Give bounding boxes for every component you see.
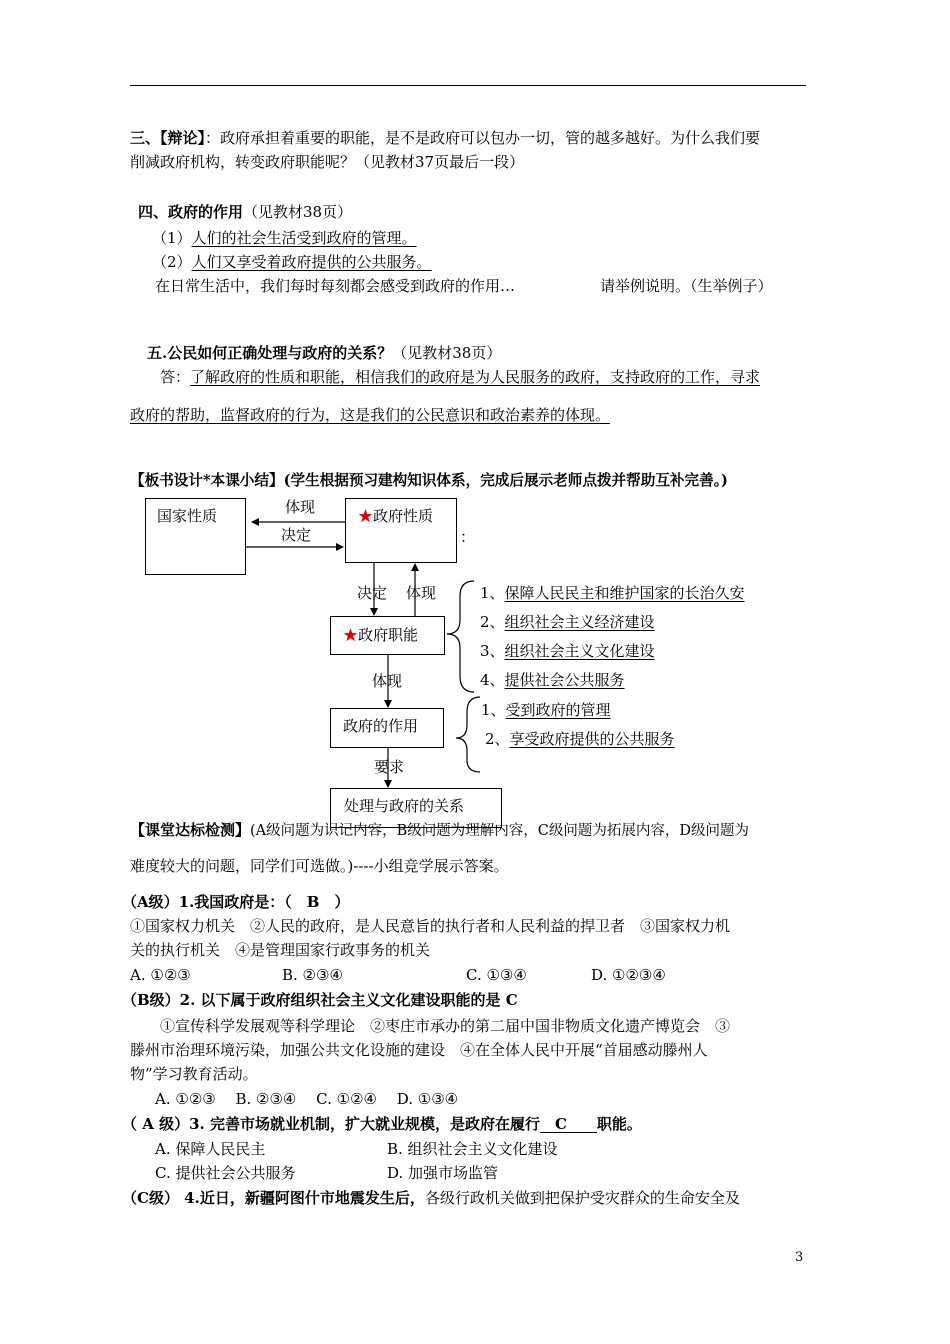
q2-line1: ①宣传科学发展观等科学理论 ②枣庄市承办的第二届中国非物质文化遗产博览会 ③	[160, 1017, 731, 1035]
section5-ans-label: 答：	[160, 368, 191, 386]
role-item-1	[481, 703, 611, 718]
box-gov-role	[330, 708, 444, 748]
section3-line2: 削减政府机构，转变政府职能呢？（见教材37页最后一段）	[130, 153, 525, 171]
star-icon: ★	[343, 626, 359, 644]
section4-item1-text: 人们的社会生活受到政府的管理。	[191, 229, 417, 247]
box-relation-label: 处理与政府的关系	[344, 797, 465, 815]
box-nature-state-label: 国家性质	[157, 507, 218, 525]
arrow-label-jueding-down: 决定	[357, 584, 388, 602]
role-item-2-num: 2、	[485, 730, 510, 748]
function-item-4-text: 提供社会公共服务	[504, 671, 625, 689]
q3-stem-a: （ A 级）3. 完善市场就业机制，扩大就业规模，是政府在履行	[122, 1115, 540, 1133]
function-item-2	[480, 615, 655, 630]
star-icon: ★	[358, 507, 374, 525]
section5-title: 五.公民如何正确处理与政府的关系？	[147, 344, 393, 362]
q1-line2: 关的执行机关 ④是管理国家行政事务的机关	[130, 941, 431, 959]
function-item-1-num: 1、	[480, 584, 505, 602]
box-gov-nature	[345, 498, 457, 563]
q2-stem: （B级）2. 以下属于政府组织社会主义文化建设职能的是 C	[122, 991, 518, 1009]
function-item-2-text: 组织社会主义经济建设	[504, 613, 655, 631]
box-gov-nature-label	[358, 509, 433, 524]
box-gov-nature-text: 政府性质	[373, 507, 434, 525]
arrow-label-tixian-down: 体现	[372, 672, 403, 690]
function-item-4-num: 4、	[480, 671, 505, 689]
section4-note-b: 请举例说明。（生举例子）	[600, 277, 773, 295]
section4-title: 四、政府的作用	[138, 203, 244, 221]
function-item-1-text: 保障人民民主和维护国家的长治久安	[504, 584, 745, 602]
q1-option-c: C. ①③④	[466, 966, 527, 984]
q3-blank: C	[539, 1115, 597, 1133]
section5-ans-text1: 了解政府的性质和职能，相信我们的政府是为人民服务的政府，支持政府的工作，寻求	[190, 368, 761, 386]
arrow-label-tixian-up: 体现	[406, 584, 437, 602]
section3-label: 三、【辩论】	[130, 129, 206, 147]
test-heading-line2: 难度较大的问题，同学们可选做。)----小组竞学展示答案。	[130, 857, 509, 875]
q3-option-c: C. 提供社会公共服务	[155, 1164, 296, 1182]
box-relation	[330, 788, 502, 828]
board-title: 【板书设计*本课小结】(学生根据预习建构知识体系，完成后展示老师点拨并帮助互补完善。)	[130, 472, 728, 489]
section5-ref: （见教材38页）	[392, 344, 502, 362]
role-item-2-text: 享受政府提供的公共服务	[509, 730, 675, 748]
role-item-2	[485, 732, 675, 747]
section4-ref: （见教材38页）	[243, 203, 353, 221]
role-item-1-text: 受到政府的管理	[505, 701, 611, 719]
function-item-2-num: 2、	[480, 613, 505, 631]
q3-option-d: D. 加强市场监管	[387, 1164, 499, 1182]
test-title: 【课堂达标检测】	[130, 821, 251, 839]
role-item-1-num: 1、	[481, 701, 506, 719]
box-gov-function	[330, 616, 445, 655]
function-item-4	[480, 673, 625, 688]
q3-stem	[122, 1117, 642, 1132]
q1-stem: （A级）1.我国政府是：（ B ）	[122, 893, 350, 911]
arrow-label-jueding-right: 决定	[281, 526, 312, 544]
q2-options: A. ①②③ B. ②③④ C. ①②④ D. ①③④	[155, 1090, 459, 1108]
q2-line2: 滕州市治理环境污染，加强公共文化设施的建设 ④在全体人民中开展“首届感动滕州人	[130, 1041, 708, 1059]
box-nature-state	[145, 498, 246, 575]
page-number: 3	[795, 1250, 804, 1265]
section3-text1: ：政府承担着重要的职能，是不是政府可以包办一切，管的越多越好。为什么我们要	[205, 129, 761, 147]
function-item-1	[480, 586, 745, 601]
section4-item1-num: （1）	[152, 229, 192, 247]
q4-stem-b: 各级行政机关做到把保护受灾群众的生命安全及	[424, 1189, 740, 1207]
box-gov-function-text: 政府职能	[358, 626, 419, 644]
q1-option-b: B. ②③④	[282, 966, 343, 984]
section4-note-a: 在日常生活中，我们每时每刻都会感受到政府的作用…	[155, 277, 516, 295]
q1-option-a: A. ①②③	[130, 966, 191, 984]
q2-line3: 物”学习教育活动。	[130, 1065, 258, 1083]
box-gov-nature-colon: ：	[460, 528, 476, 546]
section4-item2-text: 人们又享受着政府提供的公共服务。	[191, 253, 432, 271]
box-gov-function-label	[343, 628, 418, 643]
function-item-3-text: 组织社会主义文化建设	[504, 642, 655, 660]
arrow-label-yaoqiu: 要求	[374, 758, 405, 776]
section4-item2-num: （2）	[152, 253, 192, 271]
q3-option-a: A. 保障人民民主	[155, 1140, 266, 1158]
q4-stem	[122, 1191, 740, 1206]
box-gov-role-label: 政府的作用	[343, 717, 419, 735]
q4-stem-a: （C级） 4.近日，新疆阿图什市地震发生后，	[122, 1189, 425, 1207]
q3-stem-b: 职能。	[596, 1115, 642, 1133]
q1-option-d: D. ①②③④	[591, 966, 666, 984]
arrow-label-tixian-left: 体现	[285, 498, 316, 516]
q1-line1: ①国家权力机关 ②人民的政府，是人民意旨的执行者和人民利益的捍卫者 ③国家权力机	[130, 917, 731, 935]
test-desc1: (A级问题为识记内容，B级问题为理解内容，C级问题为拓展内容，D级问题为	[250, 823, 750, 839]
q3-option-b: B. 组织社会主义文化建设	[387, 1140, 558, 1158]
function-item-3	[480, 644, 655, 659]
test-heading-line1	[130, 823, 749, 839]
function-item-3-num: 3、	[480, 642, 505, 660]
section5-answer-line2: 政府的帮助，监督政府的行为，这是我们的公民意识和政治素养的体现。	[130, 406, 611, 424]
